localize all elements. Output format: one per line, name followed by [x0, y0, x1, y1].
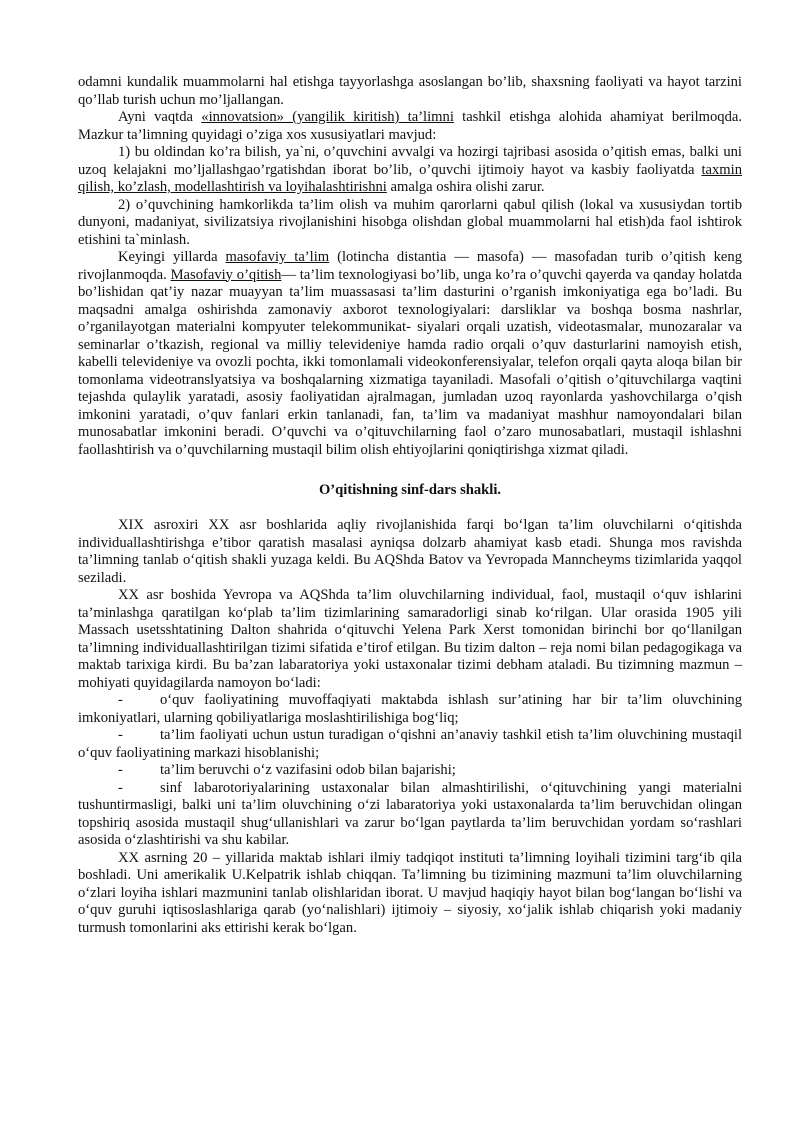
list-item-text: ta’lim faoliyati uchun ustun turadigan o‘qishni an’anaviy tashkil etish ta’lim oluvchining mustaqil o‘quv faoliyatining markazi hisoblanishi;	[78, 727, 742, 761]
paragraph: XX asr boshida Yevropa va AQShda ta’lim oluvchilarning individual, faol, mustaqil o‘quv ishlarini ta’minlashga qaratilgan ko‘plab ta’lim tizimlarining samaradorligi sinab ko‘rilgan. Ular orasida 1905 yili Massach usetsshtatining Dalton shahrida o‘qituvchi Yelena Park Xerst tomonidan birinchi bor qo‘llanilgan ta’limning individuallashtirilgan tizimi sifatida e’tirof etilgan. Bu tizim dalton – reja nomi bilan pedagogikaga va maktab tarixiga kirdi. Bu ba’zan labaratoriya yoki ustaxonalar tizimi debham ataladi. Bu tizimning mazmun – mohiyati quyidagilarda namoyon bo‘ladi:	[78, 587, 742, 691]
paragraph: XIX asroxiri XX asr boshlarida aqliy rivojlanishida farqi bo‘lgan ta’lim oluvchilarni o‘qitishda individuallashtirishga e’tibor qaratish masalasi ayniqsa dolzarb ahamiyat kasb etadi. Shunga mos ravishda ta’limning tanlab o‘qitish shakli yuzaga keldi. Bu AQShda Batov va Yevropada Manncheyms tizimlarida yaqqol seziladi.	[78, 517, 742, 586]
list-marker: -	[118, 692, 123, 708]
underlined-term: Masofaviy o’qitish	[170, 266, 282, 283]
text: (lotincha distantia — masofa) — masofadan turib o’qitish keng rivojlanmoqda.	[78, 249, 742, 283]
list-item-text: ta’lim beruvchi o‘z vazifasini odob bilan bajarishi;	[160, 762, 456, 778]
list-item-text: o‘quv faoliyatining muvoffaqiyati maktabda ishlash sur’atining har bir ta’lim oluvchining imkoniyatlari, ularning qobiliyatlariga moslashtirilishiga bog‘liq;	[78, 692, 742, 726]
paragraph: XX asrning 20 – yillarida maktab ishlari ilmiy tadqiqot instituti ta’limning loyihali tizimini targ‘ib qila boshladi. Uni amerikalik U.Kelpatrik ishlab chiqqan. Ta’limning bu tizimining mazmuni ta’lim oluvchilarning o‘zlari loyiha ishlari mazmunini tanlab olishlaridan iborat. U mavjud haqiqiy hayot bilan bog‘langan bo‘lishi va o‘quv guruhi iqtisoslashlariga qarab (yo‘nalishlari) ijtimoiy – siyosiy, xo‘jalik ishlab chiqarish yoki madaniy turmush tomonlarini aks ettirishi kerak bo‘lgan.	[78, 849, 742, 936]
paragraph	[78, 144, 742, 197]
paragraph	[78, 109, 742, 144]
underlined-term: masofaviy ta’lim	[225, 249, 330, 265]
list-item-text: sinf labarotoriyalarining ustaxonalar bilan almashtirilishi, o‘qituvchining yangi materialni tushuntirmasligi, balki uni ta’lim oluvchining o‘zi labaratoriya yoki ustaxonalarda ta’lim beruvchidan olingan topshiriq asosida mustaqil shug‘ullanishlari va zarur bo‘lgan paytlarda ta’lim beruvchidan yordam so‘rashlari asosida o‘zlashtirishi va shu kabilar.	[78, 779, 742, 848]
list-marker: -	[118, 727, 123, 743]
list-item	[78, 727, 742, 762]
text: — ta’lim texnologiyasi bo’lib, unga ko’ra o’quvchi qayerda va qanday holatda bo’lishidan qat’iy nazar muayyan ta’lim muassasasi ta’lim dasturini o’rganish imkoniyatiga ega bo’ladi. Bu maqsadni amalga oshirishda zamonaviy axborot texnologiyalari: darsliklar va boshqa bosma nashrlar, o’rganilayotgan materialni kompyuter telekommunikat- siyalari orqali uzatish, videotasmalar, munozaralar va seminarlar o’tkazish, regional va milliy televideniye hamda radio orqali o’quv dasturlarini namoyish etish, kabelli televideniye va ovozli pochta, ikki tomonlamali videokonferensiyalar, telefon orqali qayta aloqa bilan bir tomonlama videotranslyatsiya va boshqalarning xizmatiga tayaniladi. Masofali o’qitish o’qituvchilarga vaqtini tejashda qulaylik yaratadi, asosiy faoliyatidan ajralmagan, jumladan uzoq rayonlarda yashovchilarga o’qish imkonini yaratadi, o’quv fanlari erkin tanlanadi, fan, ta’lim va madaniyat mashhur namoyondalari bilan munosabatlar imkonini beradi. O’quvchi va o’qituvchilarning faol o’zaro munosabatlari, mustaqil ishlashni faollashtirish va o’quvchilarning mustaqil bilim olish ehtiyojlarini qoniqtirishga xizmat qiladi.	[78, 266, 742, 458]
text: Keyingi yillarda	[118, 249, 226, 265]
list-item	[78, 692, 742, 727]
list-item	[78, 780, 742, 850]
underlined-term: taxmin qilish, ko’zlash, modellashtirish va loyihalashtirishni	[78, 161, 742, 195]
text: tashkil etishga alohida ahamiyat berilmoqda. Mazkur ta’limning quyidagi o’ziga xos xususiyatlari mavjud:	[78, 109, 742, 143]
text: amalga oshira olishi zarur.	[386, 179, 545, 195]
paragraph: odamni kundalik muammolarni hal etishga tayyorlashga asoslangan bo’lib, shaxsning faoliyati va hayot tarzini qo’llab turish uchun mo’ljallangan.	[78, 74, 742, 108]
text: 1) bu oldindan ko’ra bilish, ya`ni, o’quvchini avvalgi va hozirgi tajribasi asosida o’qitish emas, balki uni uzoq kelajakni mo’ljallashgao’rgatishdan iborat bo’lib, o’quvchi ijtimoiy hayot va kasbiy faoliyatda	[78, 144, 742, 178]
list-marker: -	[118, 779, 123, 796]
text: Ayni vaqtda	[118, 109, 202, 125]
list-item	[78, 762, 742, 780]
underlined-term: «innovatsion» (yangilik kiritish) ta’limni	[201, 109, 454, 125]
section-heading: O’qitishning sinf-dars shakli.	[318, 482, 502, 498]
paragraph: 2) o’quvchining hamkorlikda ta’lim olish va muhim qarorlarni qabul qilish (lokal va xususiydan tortib dunyoni, madaniyat, sivilizatsiya rivojlanishini hisobga olishdan global muammolarni hal etish)da faol ishtirok etishini ta`minlash.	[78, 196, 742, 248]
list-marker: -	[118, 762, 123, 778]
document-page	[78, 74, 742, 937]
paragraph	[78, 249, 742, 459]
